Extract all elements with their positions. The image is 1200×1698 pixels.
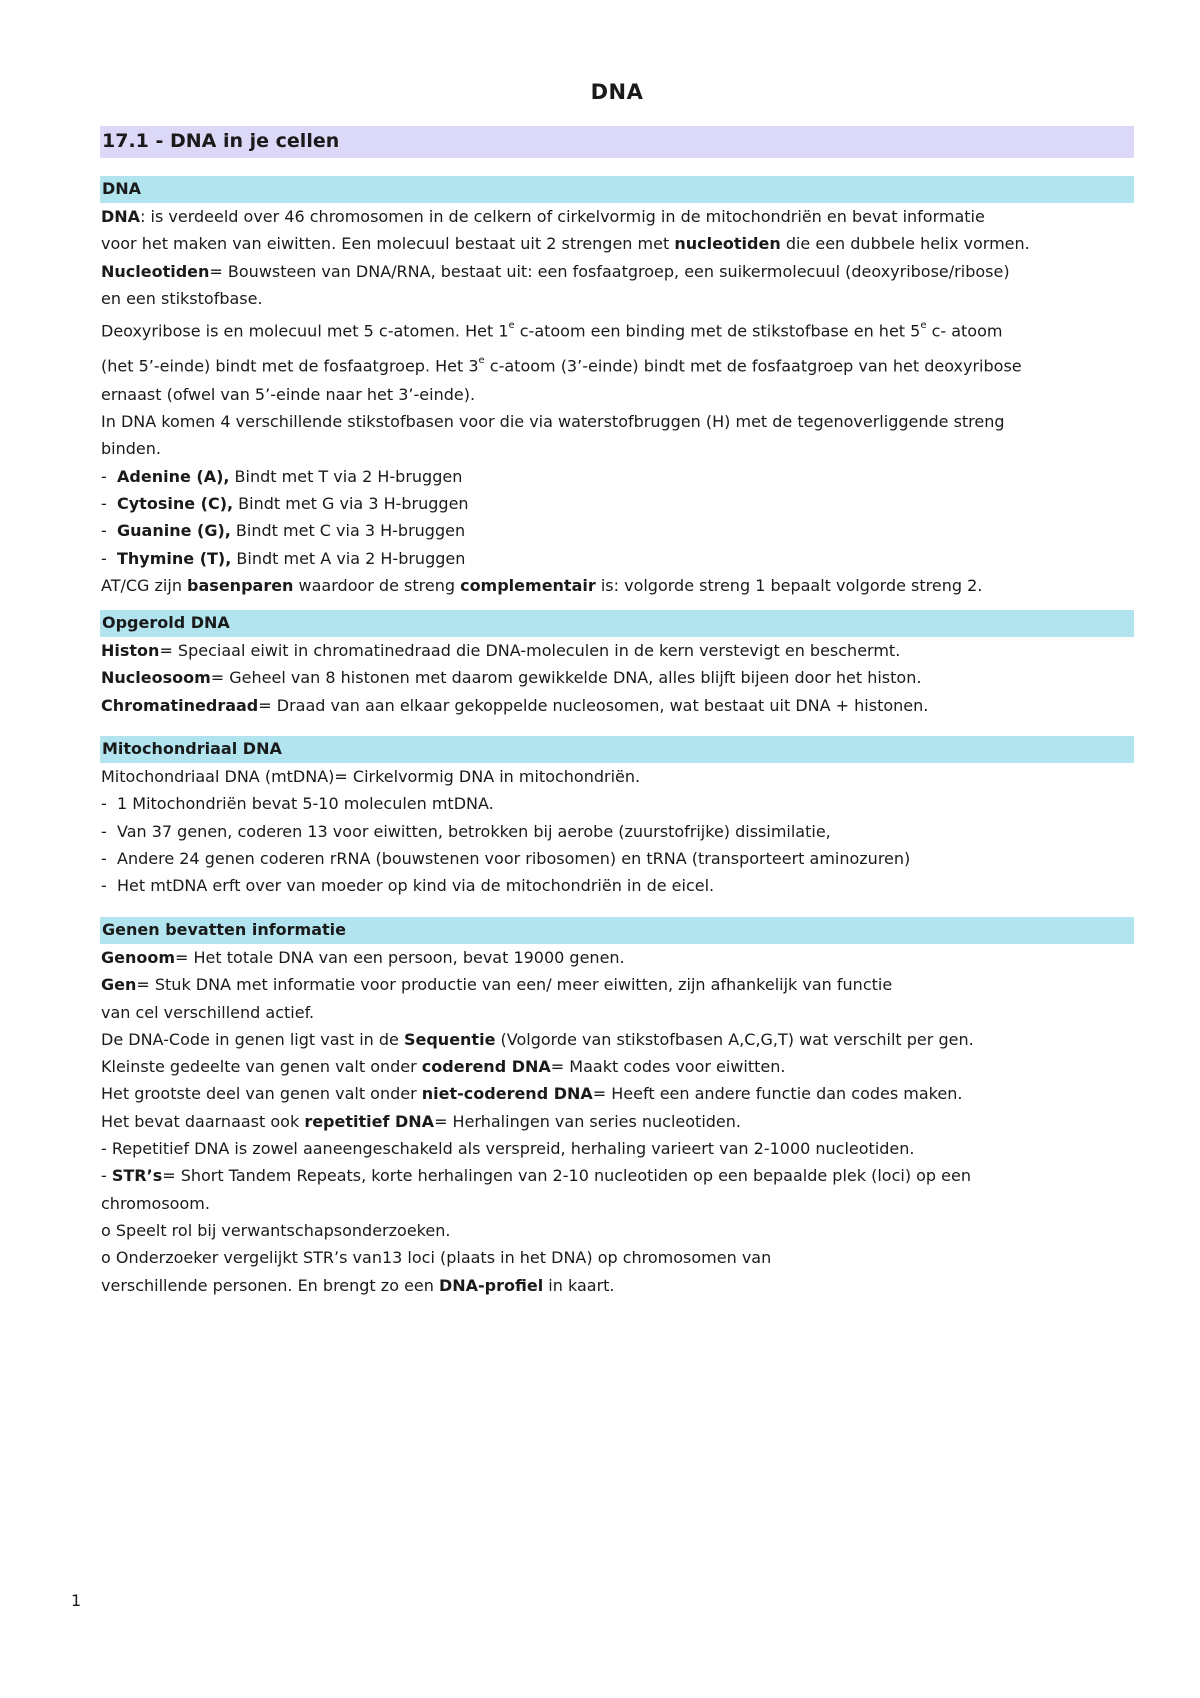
list-item (100, 790, 1134, 817)
definition-line (100, 971, 1134, 998)
text: = Stuk DNA met informatie voor productie van een/ meer eiwitten, zijn afhankelijk van functie (136, 975, 893, 995)
text: = Draad van aan elkaar gekoppelde nucleosomen, wat bestaat uit DNA + histonen. (258, 695, 929, 715)
bullet-dash: - (101, 876, 107, 896)
text: chromosoom. (101, 1193, 210, 1213)
bullet-dash: - (101, 848, 107, 868)
text: AT/CG zijn (101, 575, 188, 595)
paragraph-line (100, 230, 1134, 257)
paragraph-line (100, 258, 1134, 285)
paragraph-line (100, 763, 1134, 790)
text: 1 Mitochondriën bevat 5-10 moleculen mtDNA. (117, 794, 494, 814)
term: Genoom (101, 948, 176, 967)
text: = Short Tandem Repeats, korte herhalingen van 2-10 nucleotiden op een bepaalde plek (loci) op een (162, 1166, 971, 1186)
term: DNA-profiel (438, 1275, 544, 1295)
paragraph-line (100, 1108, 1134, 1135)
superscript: e (478, 354, 485, 366)
paragraph-line (100, 1053, 1134, 1080)
term: Thymine (T), (117, 548, 232, 568)
text: waardoor de streng (293, 575, 461, 595)
text: (Volgorde van stikstofbasen A,C,G,T) wat verschilt per gen. (495, 1029, 974, 1049)
text: = Heeft een andere functie dan codes maken. (592, 1084, 963, 1104)
text: = Herhalingen van series nucleotiden. (434, 1111, 741, 1131)
list-item (100, 845, 1134, 872)
term: Chromatinedraad (101, 695, 259, 715)
text: = Maakt codes voor eiwitten. (550, 1057, 786, 1077)
text: Mitochondriaal DNA (mtDNA)= Cirkelvormig DNA in mitochondriën. (101, 767, 641, 786)
section-heading-opgerold: Opgerold DNA (100, 610, 1134, 637)
text: Bindt met A via 2 H-bruggen (231, 548, 466, 568)
text: De DNA-Code in genen ligt vast in de (101, 1029, 404, 1049)
section-heading-mito: Mitochondriaal DNA (100, 736, 1134, 763)
list-item (100, 1135, 1134, 1162)
bullet-dash: - (101, 821, 107, 841)
text: c- atoom (926, 321, 1003, 341)
text: : is verdeeld over 46 chromosomen in de celkern of cirkelvormig in de mitochondriën en bevat informatie (140, 207, 985, 226)
text: Deoxyribose is en molecuul met 5 c-atomen. Het 1 (101, 321, 509, 341)
paragraph-line (100, 203, 1134, 230)
list-item (100, 818, 1134, 845)
paragraph-line (100, 1026, 1134, 1053)
paragraph-line (100, 1080, 1134, 1107)
bullet-dash: - (101, 466, 107, 486)
text: c-atoom een binding met de stikstofbase en het 5 (514, 321, 921, 341)
text: Kleinste gedeelte van genen valt onder (101, 1057, 422, 1077)
superscript: e (508, 320, 515, 332)
term: niet-coderend DNA (421, 1084, 593, 1104)
bullet-dash: - (101, 494, 107, 514)
document-title: DNA (590, 80, 644, 104)
text: Andere 24 genen coderen rRNA (bouwstenen voor ribosomen) en tRNA (transporteert aminozuren) (117, 848, 911, 868)
paragraph-line (100, 285, 1134, 312)
definition-line (100, 637, 1134, 664)
paragraph-line (100, 999, 1134, 1026)
text: verschillende personen. En brengt zo een (101, 1275, 439, 1295)
term: Cytosine (C), (117, 494, 234, 514)
term: Guanine (G), (117, 521, 231, 541)
term: Adenine (A), (117, 466, 230, 486)
paragraph-line (100, 1272, 1134, 1299)
term: coderend DNA (421, 1057, 551, 1077)
text: binden. (101, 439, 161, 459)
term: complementair (460, 575, 596, 595)
term: STR’s (111, 1166, 163, 1186)
text: ernaast (ofwel van 5’-einde naar het 3’-einde). (101, 384, 476, 404)
text: o Onderzoeker vergelijkt STR’s van13 loci (plaats in het DNA) op chromosomen van (101, 1248, 772, 1268)
bullet-dash: - (101, 1166, 112, 1186)
text: = Geheel van 8 histonen met daarom gewikkelde DNA, alles blijft bijeen door het histon. (210, 668, 922, 688)
bullet-dash: - (101, 794, 107, 814)
paragraph-line (100, 572, 1134, 599)
term: Nucleotiden (101, 261, 210, 281)
text: Van 37 genen, coderen 13 voor eiwitten, betrokken bij aerobe (zuurstofrijke) dissimilatie, (117, 821, 831, 841)
term: Sequentie (403, 1029, 496, 1049)
section-dna (100, 176, 1134, 599)
definition-line (100, 944, 1134, 971)
term: Histon (101, 641, 160, 660)
term: repetitief DNA (304, 1111, 435, 1131)
text: Bindt met G via 3 H-bruggen (233, 494, 469, 514)
paragraph-line (100, 347, 1134, 381)
term: nucleotiden (674, 234, 781, 254)
list-item (100, 1162, 1134, 1189)
sub-list-item (100, 1217, 1134, 1244)
text: Bindt met C via 3 H-bruggen (230, 521, 466, 541)
text: in kaart. (543, 1275, 615, 1295)
text: Het mtDNA erft over van moeder op kind via de mitochondriën in de eicel. (117, 876, 715, 896)
text: = Bouwsteen van DNA/RNA, bestaat uit: een fosfaatgroep, een suikermolecuul (deoxyribose/ribose) (209, 261, 1010, 281)
sub-list-item (100, 1244, 1134, 1271)
paragraph-line (100, 1190, 1134, 1217)
paragraph-line (100, 408, 1134, 435)
text: is: volgorde streng 1 bepaalt volgorde streng 2. (595, 575, 983, 595)
text: Het bevat daarnaast ook (101, 1111, 305, 1131)
term: DNA (101, 207, 141, 226)
section-genen (100, 917, 1134, 1299)
text: Bindt met T via 2 H-bruggen (229, 466, 463, 486)
list-item (100, 872, 1134, 899)
bullet-dash: - (101, 521, 107, 541)
section-heading-genen: Genen bevatten informatie (100, 917, 1134, 944)
definition-line (100, 692, 1134, 719)
text: = Speciaal eiwit in chromatinedraad die DNA-moleculen in de kern verstevigt en beschermt. (159, 641, 901, 660)
paragraph-line (100, 381, 1134, 408)
text: o Speelt rol bij verwantschapsonderzoeken. (101, 1220, 451, 1240)
paragraph-line (100, 435, 1134, 462)
text: Het grootste deel van genen valt onder (101, 1084, 422, 1104)
list-item (100, 490, 1134, 517)
definition-line (100, 664, 1134, 691)
text: voor het maken van eiwitten. Een molecuul bestaat uit 2 strengen met (101, 234, 675, 254)
term: basenparen (187, 575, 294, 595)
text: = Het totale DNA van een persoon, bevat 19000 genen. (175, 948, 625, 967)
section-opgerold-dna (100, 610, 1134, 719)
superscript: e (920, 320, 927, 332)
bullet-dash: - (101, 548, 107, 568)
text: van cel verschillend actief. (101, 1002, 315, 1022)
list-item (100, 517, 1134, 544)
text: c-atoom (3’-einde) bindt met de fosfaatgroep van het deoxyribose (484, 355, 1022, 375)
text: - Repetitief DNA is zowel aaneengeschakeld als verspreid, herhaling varieert van 2-1000 nucleotiden. (101, 1139, 915, 1159)
text: In DNA komen 4 verschillende stikstofbasen voor die via waterstofbruggen (H) met de tegenoverliggende streng (101, 412, 1005, 432)
text: (het 5’-einde) bindt met de fosfaatgroep. Het 3 (101, 355, 479, 375)
text: die een dubbele helix vormen. (780, 234, 1030, 254)
text: en een stikstofbase. (101, 288, 263, 308)
paragraph-line (100, 312, 1134, 346)
section-heading-dna: DNA (100, 176, 1134, 203)
section-mitochondriaal-dna (100, 736, 1134, 899)
list-item (100, 463, 1134, 490)
page-number: 1 (71, 1591, 82, 1610)
chapter-heading: 17.1 - DNA in je cellen (100, 126, 1134, 158)
term: Nucleosoom (101, 668, 211, 688)
term: Gen (101, 975, 137, 995)
list-item (100, 545, 1134, 572)
